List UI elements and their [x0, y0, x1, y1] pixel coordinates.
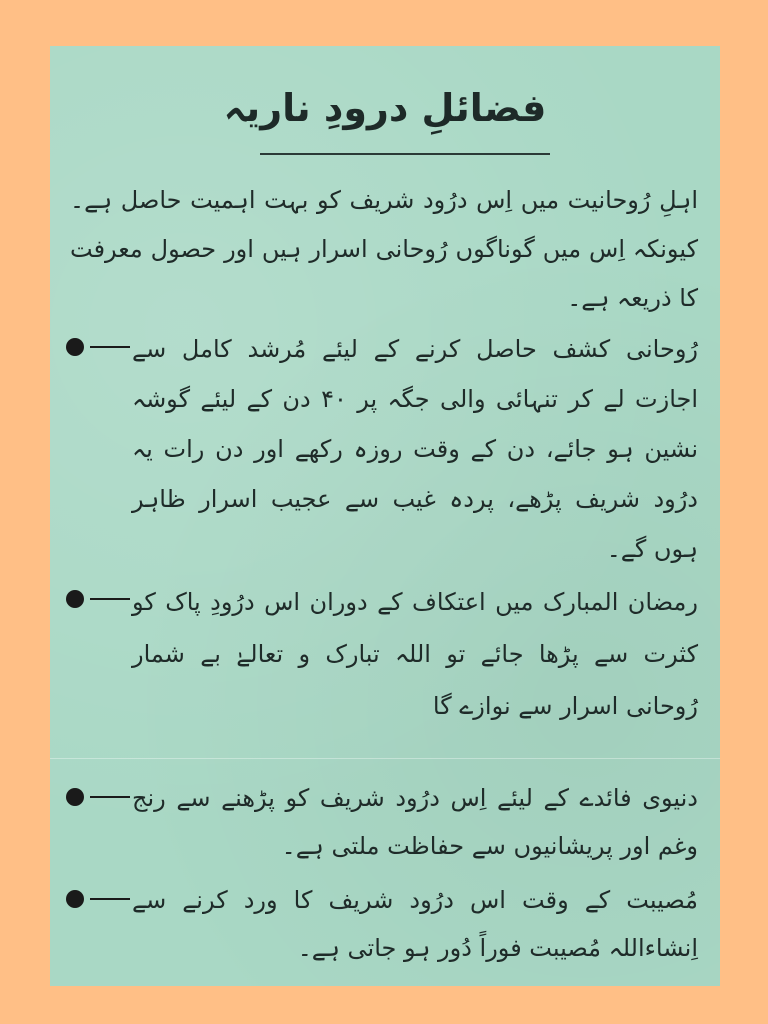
document-card	[50, 46, 720, 986]
list-item-text: رُوحانی کشف حاصل کرنے کے لیئے مُرشد کامل سے اجازت لے کر تنہائی والی جگہ پر ۴۰ دن کے لیئے گوشہ نشین ہو جائے، دن کے وقت روزہ رکھے اور دن رات یہ درُود شریف پڑھے، پردہ غیب سے عجیب اسرار ظاہر ہوں گے۔	[132, 335, 699, 563]
list-item-text: رمضان المبارک میں اعتکاف کے دوران اس درُودِ پاک کو کثرت سے پڑھا جائے تو اللہ تبارک و تعالےٰ بے شمار رُوحانی اسرار سے نوازے گا	[132, 588, 698, 720]
bullet-icon	[66, 890, 84, 908]
intro-paragraph: اہلِ رُوحانیت میں اِس درُود شریف کو بہت اہمیت حاصل ہے۔ کیونکہ اِس میں گوناگوں رُوحانی اسرار ہیں اور حصول معرفت کا ذریعہ ہے۔	[70, 186, 698, 312]
section-divider	[50, 758, 720, 759]
dash-icon	[90, 598, 130, 600]
list-item-text: مُصیبت کے وقت اس درُود شریف کا ورد کرنے سے اِنشاءاللہ مُصیبت فوراً دُور ہو جاتی ہے۔	[132, 886, 698, 962]
dash-icon	[90, 796, 130, 798]
list-item	[68, 324, 698, 574]
list-item	[68, 876, 698, 972]
title-underline	[260, 153, 550, 155]
bullet-icon	[66, 788, 84, 806]
list-item-text: دنیوی فائدے کے لیئے اِس درُود شریف کو پڑھنے سے رنج وغم اور پریشانیوں سے حفاظت ملتی ہے۔	[132, 784, 698, 860]
bullet-icon	[66, 338, 84, 356]
dash-icon	[90, 346, 130, 348]
document-title: فضائلِ درودِ ناریہ	[223, 86, 547, 130]
bullet-icon	[66, 590, 84, 608]
dash-icon	[90, 898, 130, 900]
list-item	[68, 576, 698, 732]
list-item	[68, 774, 698, 870]
